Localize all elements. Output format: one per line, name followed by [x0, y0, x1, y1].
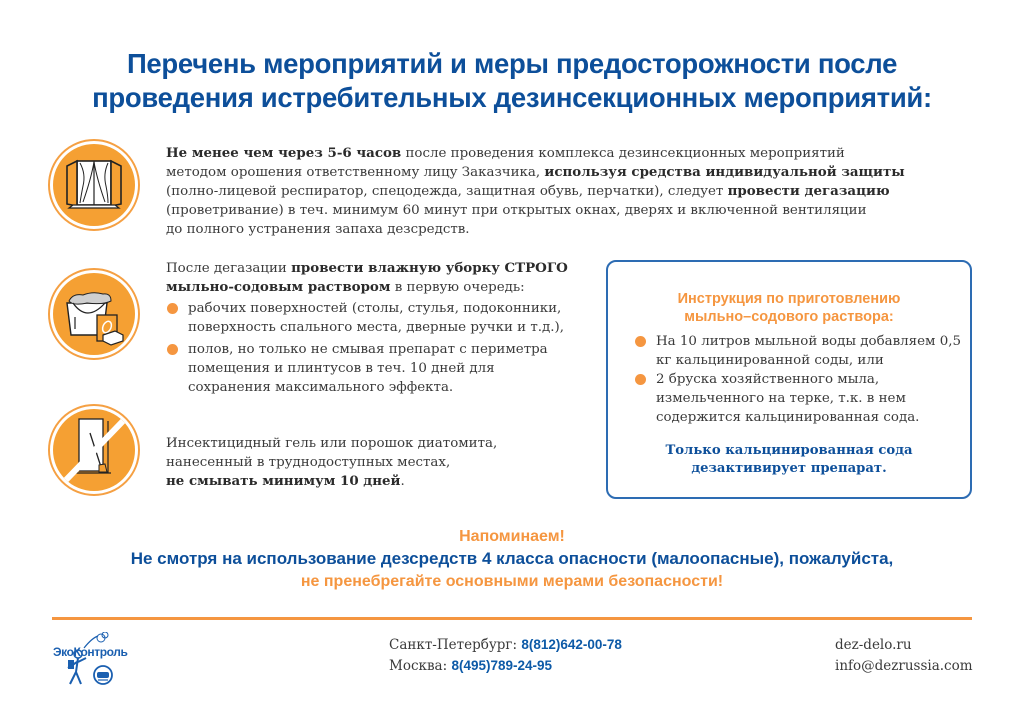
page-title-line-2: проведения истребительных дезинсекционных мероприятий:	[92, 82, 932, 113]
cleaning-bucket-icon	[53, 273, 135, 355]
reminder-line-1: Не смотря на использование дезсредств 4 класса опасности (малоопасные), пожалуйста,	[130, 549, 894, 568]
wet-cleaning-intro: После дегазации провести влажную уборку СТРОГО мыльно-содовым раствором в первую очередь:	[166, 260, 568, 295]
ventilation-instructions	[166, 144, 946, 239]
ventilation-line-2: методом орошения ответственному лицу Заказчика, используя средства индивидуальной защиты	[166, 164, 905, 180]
spb-phone-link[interactable]: 8(812)642-00-78	[521, 637, 622, 652]
ventilation-line-1: Не менее чем через 5-6 часов после проведения комплекса дезинсекционных мероприятий	[166, 145, 845, 161]
exterminator-mascot-icon	[48, 632, 138, 692]
instruction-box-title: Инструкция по приготовлению мыльно–содового раствора:	[677, 291, 901, 325]
gel-line-1: Инсектицидный гель или порошок диатомита,	[166, 436, 498, 451]
list-item: 2 бруска хозяйственного мыла, измельченного на терке, т.к. в нем содержится кальцинированная сода.	[634, 370, 964, 427]
list-item: рабочих поверхностей (столы, стулья, подоконники, поверхность спального места, дверные ручки и т.д.),	[166, 299, 576, 337]
spb-contact: Санкт-Петербург: 8(812)642-00-78	[389, 637, 622, 653]
ekokontrol-logo	[48, 632, 138, 692]
cleaning-bucket-icon-badge	[48, 268, 140, 360]
page-title-line-1: Перечень мероприятий и меры предосторожности после	[126, 48, 898, 79]
gel-instructions	[166, 434, 586, 491]
website-link[interactable]: dez-delo.ru	[835, 637, 912, 653]
page-title	[0, 47, 1024, 115]
list-item: На 10 литров мыльной воды добавляем 0,5 кг кальцинированной соды, или	[634, 332, 964, 370]
open-window-icon-badge	[48, 139, 140, 231]
reminder-line-2: не пренебрегайте основными мерами безопасности!	[300, 573, 724, 590]
solution-recipe-list	[634, 332, 964, 427]
logo-text: ЭкоКонтроль	[53, 645, 128, 659]
gel-line-3: не смывать минимум 10 дней.	[166, 473, 405, 489]
list-item: полов, но только не смывая препарат с периметра помещения и плинтусов в теч. 10 дней для сохранения максимального эффекта.	[166, 340, 576, 397]
ventilation-line-3: (полно-лицевой респиратор, спецодежда, защитная обувь, перчатки), следует провести дегазацию	[166, 183, 890, 199]
cleaning-surfaces-list	[166, 299, 576, 397]
ventilation-line-4: (проветривание) в теч. минимум 60 минут при открытых окнах, дверях и включенной вентиляции	[166, 203, 867, 218]
ventilation-line-5: до полного устранения запаха дезсредств.	[166, 222, 470, 237]
msk-contact: Москва: 8(495)789-24-95	[389, 658, 553, 674]
reminder-heading: Напоминаем!	[459, 528, 565, 545]
open-window-icon	[53, 144, 135, 226]
gel-line-2: нанесенный в труднодоступных местах,	[166, 455, 451, 470]
email-link[interactable]: info@dezrussia.com	[835, 658, 973, 674]
msk-phone-link[interactable]: 8(495)789-24-95	[451, 658, 553, 673]
solution-instruction-box	[606, 260, 972, 499]
instruction-box-note: Только кальцинированная сода дезактивирует препарат.	[665, 443, 913, 476]
no-mopping-icon-badge	[48, 404, 140, 496]
wet-cleaning-instructions	[166, 259, 576, 397]
no-mopping-icon	[53, 409, 135, 491]
footer-divider	[52, 617, 972, 620]
